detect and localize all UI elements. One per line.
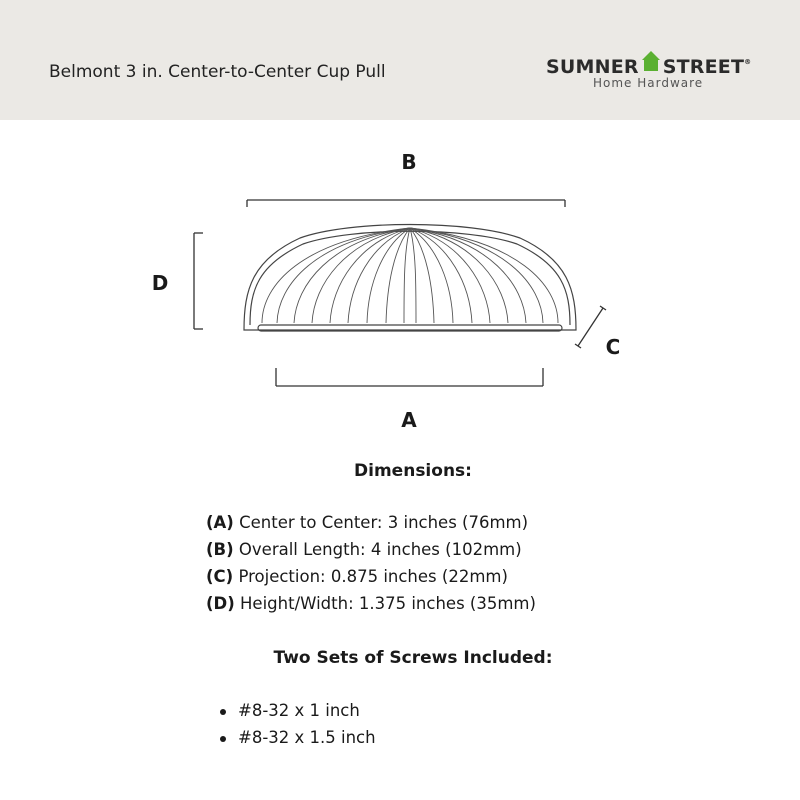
brand-name-right: STREET: [662, 55, 745, 78]
product-title: Belmont 3 in. Center-to-Center Cup Pull: [49, 62, 386, 82]
dimension-b-bracket: [247, 200, 565, 207]
dimension-d-label: D: [151, 271, 169, 295]
dimension-item: (A) Center to Center: 3 inches (76mm): [206, 513, 529, 532]
dimension-item: (B) Overall Length: 4 inches (102mm): [206, 540, 522, 559]
house-icon: [641, 50, 661, 72]
dimension-b-label: B: [401, 150, 417, 174]
screw-item: #8-32 x 1.5 inch: [220, 729, 376, 756]
screw-item: #8-32 x 1 inch: [220, 702, 376, 729]
dimension-item: (C) Projection: 0.875 inches (22mm): [206, 567, 508, 586]
brand-logo: [546, 50, 766, 90]
screws-list: [220, 702, 376, 756]
header-bar: [0, 0, 800, 120]
brand-name-left: SUMNER: [546, 55, 639, 78]
bullet-icon: [220, 709, 226, 715]
dimension-c-bracket: [575, 306, 606, 348]
cup-pull-diagram: [0, 140, 800, 440]
dimension-a-bracket: [276, 368, 543, 386]
bullet-icon: [220, 736, 226, 742]
dimension-c-label: C: [605, 335, 621, 359]
cup-pull-outline: [244, 225, 576, 332]
dimension-a-label: A: [401, 408, 417, 432]
dimensions-heading: Dimensions:: [354, 461, 472, 481]
dimension-item: (D) Height/Width: 1.375 inches (35mm): [206, 594, 536, 613]
screws-heading: Two Sets of Screws Included:: [273, 648, 553, 668]
registered-mark: ®: [744, 58, 752, 66]
dimension-d-bracket: [194, 233, 203, 329]
brand-subtitle: Home Hardware: [593, 76, 704, 90]
dimensions-list: [206, 514, 536, 622]
